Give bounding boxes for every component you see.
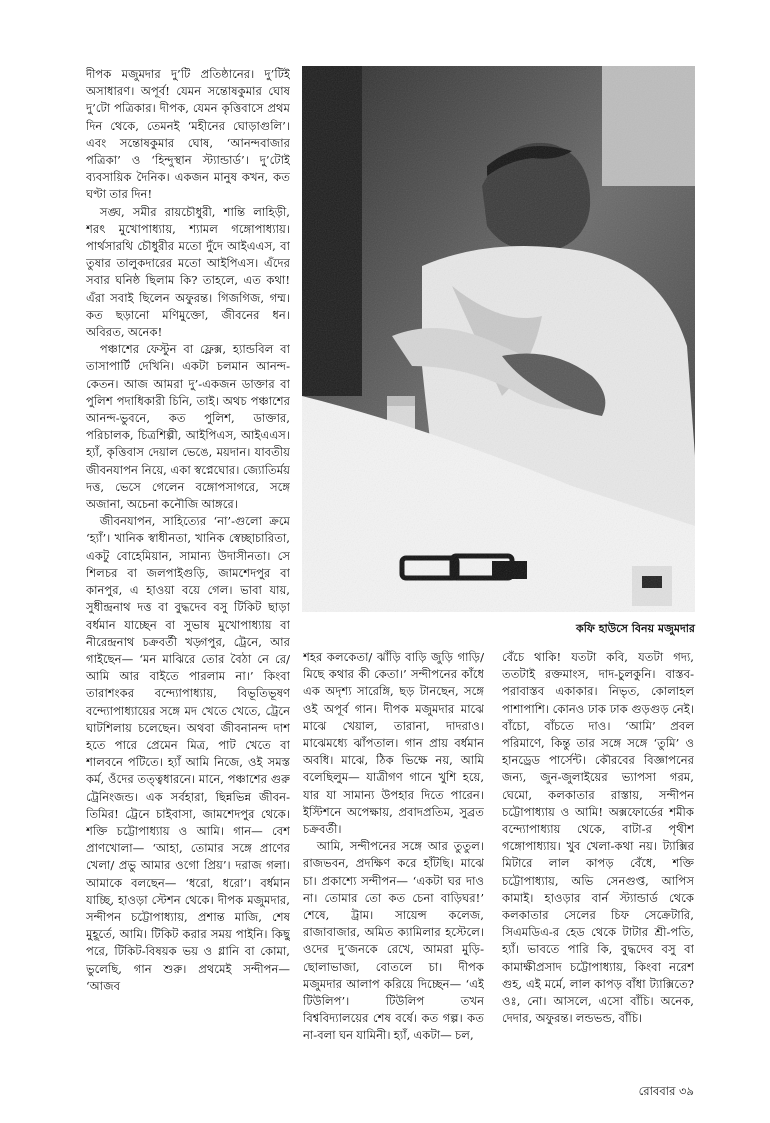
paragraph: শহর কলকেতা/ ঝাঁড়ি বাড়ি জুড়ি গাড়ি/ মিছে কথার কী কেতা।’ সন্দীপনের কাঁধে এক অদৃশ্য সারেঙ্গি, ছড় টানছেন, সঙ্গে ওই অপূর্ব গান। দীপক মজুমদার মাঝে মাঝে খেয়াল, তারানা, দাদরাও। মাঝেমধ্যে ঝাঁপতাল। গান প্রায় বর্ধমান অবধি। মাঝে, ঠিক ভিক্ষে নয়, আমি বলেছিলুম— যাত্রীগণ গানে খুশি হয়ে, যার যা সামান্য উপহার দিতে পারেন। ইস্টিশনে অপেক্ষায়, প্রবাদপ্রতিম, সুব্রত চক্রবর্তী।: [303, 650, 484, 837]
article-column-3: [502, 649, 694, 1069]
page-number: রোববার ৩৯: [638, 1084, 694, 1098]
paragraph: পঞ্চাশের ফেস্টুন বা ফ্লেক্স, হ্যান্ডবিল বা তাসাপার্টি দেখিনি। একটা চলমান আনন্দ-কেতন। আজ আমরা দু’-একজন ডাক্তার বা পুলিশ পদাধিকারী চিনি, তাই। অথচ পঞ্চাশের আনন্দ-ভুবনে, কত পুলিশ, ডাক্তার, পরিচালক, চিত্রশিল্পী, আইপিএস, আইএএস। হ্যাঁ, কৃত্তিবাস দেয়াল ভেঙে, ময়দান। যাবতীয় জীবনযাপন নিয়ে, একা স্বপ্নেঘোর। জ্যোতির্ময় দত্ত, ভেসে গেলেন বঙ্গোপসাগরে, সঙ্গে অজানা, অচেনা কনৌজি আঙ্গরে।: [86, 342, 290, 512]
photo-image: [302, 66, 695, 612]
photo-caption: কফি হাউসে বিনয় মজুমদার: [576, 622, 695, 635]
article-column-1: [86, 66, 290, 1076]
paragraph: জীবনযাপন, সাহিত্যের ‘না’-গুলো ক্রমে ‘হ্যাঁ’। খানিক স্বাধীনতা, খানিক স্বেচ্ছাচারিতা, একটু বোহেমিয়ান, সামান্য উদাসীনতা। সে শিলচর বা জলপাইগুড়ি, জামশেদপুর বা কানপুর, এ হাওয়া বয়ে গেল। ভাবা যায়, সুধীন্দ্রনাথ দত্ত বা বুদ্ধদেব বসু টিকিট ছাড়া বর্ধমান যাচ্ছেন বা সুভাষ মুখোপাধ্যায় বা নীরেন্দ্রনাথ চক্রবর্তী খড়্গপুর, ট্রেনে, আর গাইছেন— ‘মন মাঝিরে তোর বৈঠা নে রে/ আমি আর বাইতে পারলাম না।’ কিংবা তারাশংকর বন্দ্যোপাধ্যায়, বিভূতিভূষণ বন্দ্যোপাধ্যায়ের সঙ্গে মদ খেতে খেতে, ট্রেনে ঘাটশিলায় চলেছেন। অথবা জীবনানন্দ দাশ হতে পারে প্রেমেন মিত্র, পাট খেতে বা শালবনে পটিতে। হ্যাঁ আমি নিজে, ওই সমস্ত কর্ম, ওঁদের তত্ত্বধারনে। মানে, পঞ্চাশের গুরু ট্রেনিংজন্ড। এক সর্বহারা, ছিন্নভিন্ন জীবন-তিমির! ট্রেনে চাইবাসা, জামশেদপুর থেকে। শক্তি চট্টোপাধ্যায় ও আমি। গান— বেশ প্রাণখোলা— ‘আহা, তোমার সঙ্গে প্রাণের খেলা/ প্রভু আমার ওগো প্রিয়’। দরাজ গলা। আমাকে বলছেন— ‘ধরো, ধরো’। বর্ধমান যাচ্ছি, হাওড়া স্টেশন থেকে। দীপক মজুমদার, সন্দীপন চট্টোপাধ্যায়, প্রশান্ত মাজি, শেষ মুহূর্তে, আমি। টিকিট করার সময় পাইনি। কিছু পরে, টিকিট-বিষয়ক ভয় ও গ্লানি বা কোমা, ভুলেছি, গান শুরু। প্রথমেই সন্দীপন— ‘আজব: [86, 514, 290, 993]
photograph: [302, 66, 695, 612]
paragraph: আমি, সন্দীপনের সঙ্গে আর তুতুল। রাজভবন, প্রদক্ষিণ করে হাঁটছি। মাঝে চা। প্রকাশ্যে সন্দীপন— ‘একটা ঘর দাও না। তোমার তো কত চেনা বাড়িঘর!’ শেষে, ট্রাম। সায়েন্স কলেজ, রাজাবাজার, অমিত ক্যামিলার হস্টেলে। ওদের দু’জনকে রেখে, আমরা মুড়ি-ছোলাভাজা, বোতলে চা। দীপক মজুমদার আলাপ করিয়ে দিচ্ছেন— ‘এই টিউলিপ’। টিউলিপ তখন বিশ্ববিদ্যালয়ের শেষ বর্ষে। কত গল্প। কত না-বলা ঘন যামিনী। হ্যাঁ, একটা— চল,: [303, 839, 484, 1043]
paragraph: সঙ্ঘ, সমীর রায়চৌধুরী, শান্তি লাহিড়ী, শরৎ মুখোপাধ্যায়, শ্যামল গঙ্গোপাধ্যায়। পার্থসারথি চৌধুরীর মতো দুঁদে আইএএস, বা তুষার তালুকদারের মতো আইপিএস। এঁদের সবার ঘনিষ্ঠ ছিলাম কি? তাহলে, এত কথা! এঁরা সবাই ছিলেন অফুরন্ত। গিজগিজ, গম্ম। কত ছড়ানো মণিমুক্তো, জীবনের ধন। অবিরত, অনেক!: [86, 204, 290, 340]
paragraph: বেঁচে থাকি! যতটা কবি, যতটা গদ্য, ততটাই রক্তমাংস, দাদ-চুলকুনি। বাস্তব-পরাবাস্তব একাকার। নিভৃত, কোলাহল পাশাপাশি। কোনও ঢাক ঢাক গুড়গুড় নেই। বাঁচো, বাঁচতে দাও। ‘আমি’ প্রবল পরিমাণে, কিন্তু তার সঙ্গে সঙ্গে ‘তুমি’ ও হানড্রেড পার্সেন্ট। কৌরবের বিজ্ঞাপনের জন্য, জুন-জুলাইয়ের ভ্যাপসা গরম, ঘেমো, কলকাতার রাস্তায়, সন্দীপন চট্টোপাধ্যায় ও আমি! অক্সফোর্ডের শমীক বন্দ্যোপাধ্যায় থেকে, বাটা-র পৃথীশ গঙ্গোপাধ্যায়। খুব খেলা-কথা নয়। ট্যাক্সির মিটারে লাল কাপড় বেঁধে, শক্তি চট্টোপাধ্যায়, অভি সেনগুপ্ত, আপিস কামাই। হাওড়ার বার্ন স্ট্যান্ডার্ড থেকে কলকাতার সেলের চিফ সেক্রেটারি, সিএমডিএ-র হেড থেকে টাটার শ্রী-পতি, হ্যাঁ। ভাবতে পারি কি, বুদ্ধদেব বসু বা কামাক্ষীপ্রসাদ চট্টোপাধ্যায়, কিংবা নরেশ গুহ, এই মর্মে, লাল কাপড় বাঁধা ট্যাক্সিতে? ওঃ, নো। আসলে, এসো বাঁচি। অনেক, দেদার, অফুরন্ত। লন্ডভন্ড, বাঁচি।: [502, 650, 694, 1026]
paragraph: দীপক মজুমদার দু’টি প্রতিষ্ঠানের। দু’টিই অসাধারণ। অপূর্ব! যেমন সন্তোষকুমার ঘোষ দু’টো পত্রিকার। দীপক, যেমন কৃত্তিবাসে প্রথম দিন থেকে, তেমনই ‘মহীনের ঘোড়াগুলি’। এবং সন্তোষকুমার ঘোষ, ‘আনন্দবাজার পত্রিকা’ ও ‘হিন্দুস্থান স্ট্যান্ডার্ড’। দু’টোই ব্যবসায়িক দৈনিক। একজন মানুষ কখন, কত ঘণ্টা তার দিন!: [86, 67, 290, 202]
article-column-2: [303, 649, 484, 1069]
